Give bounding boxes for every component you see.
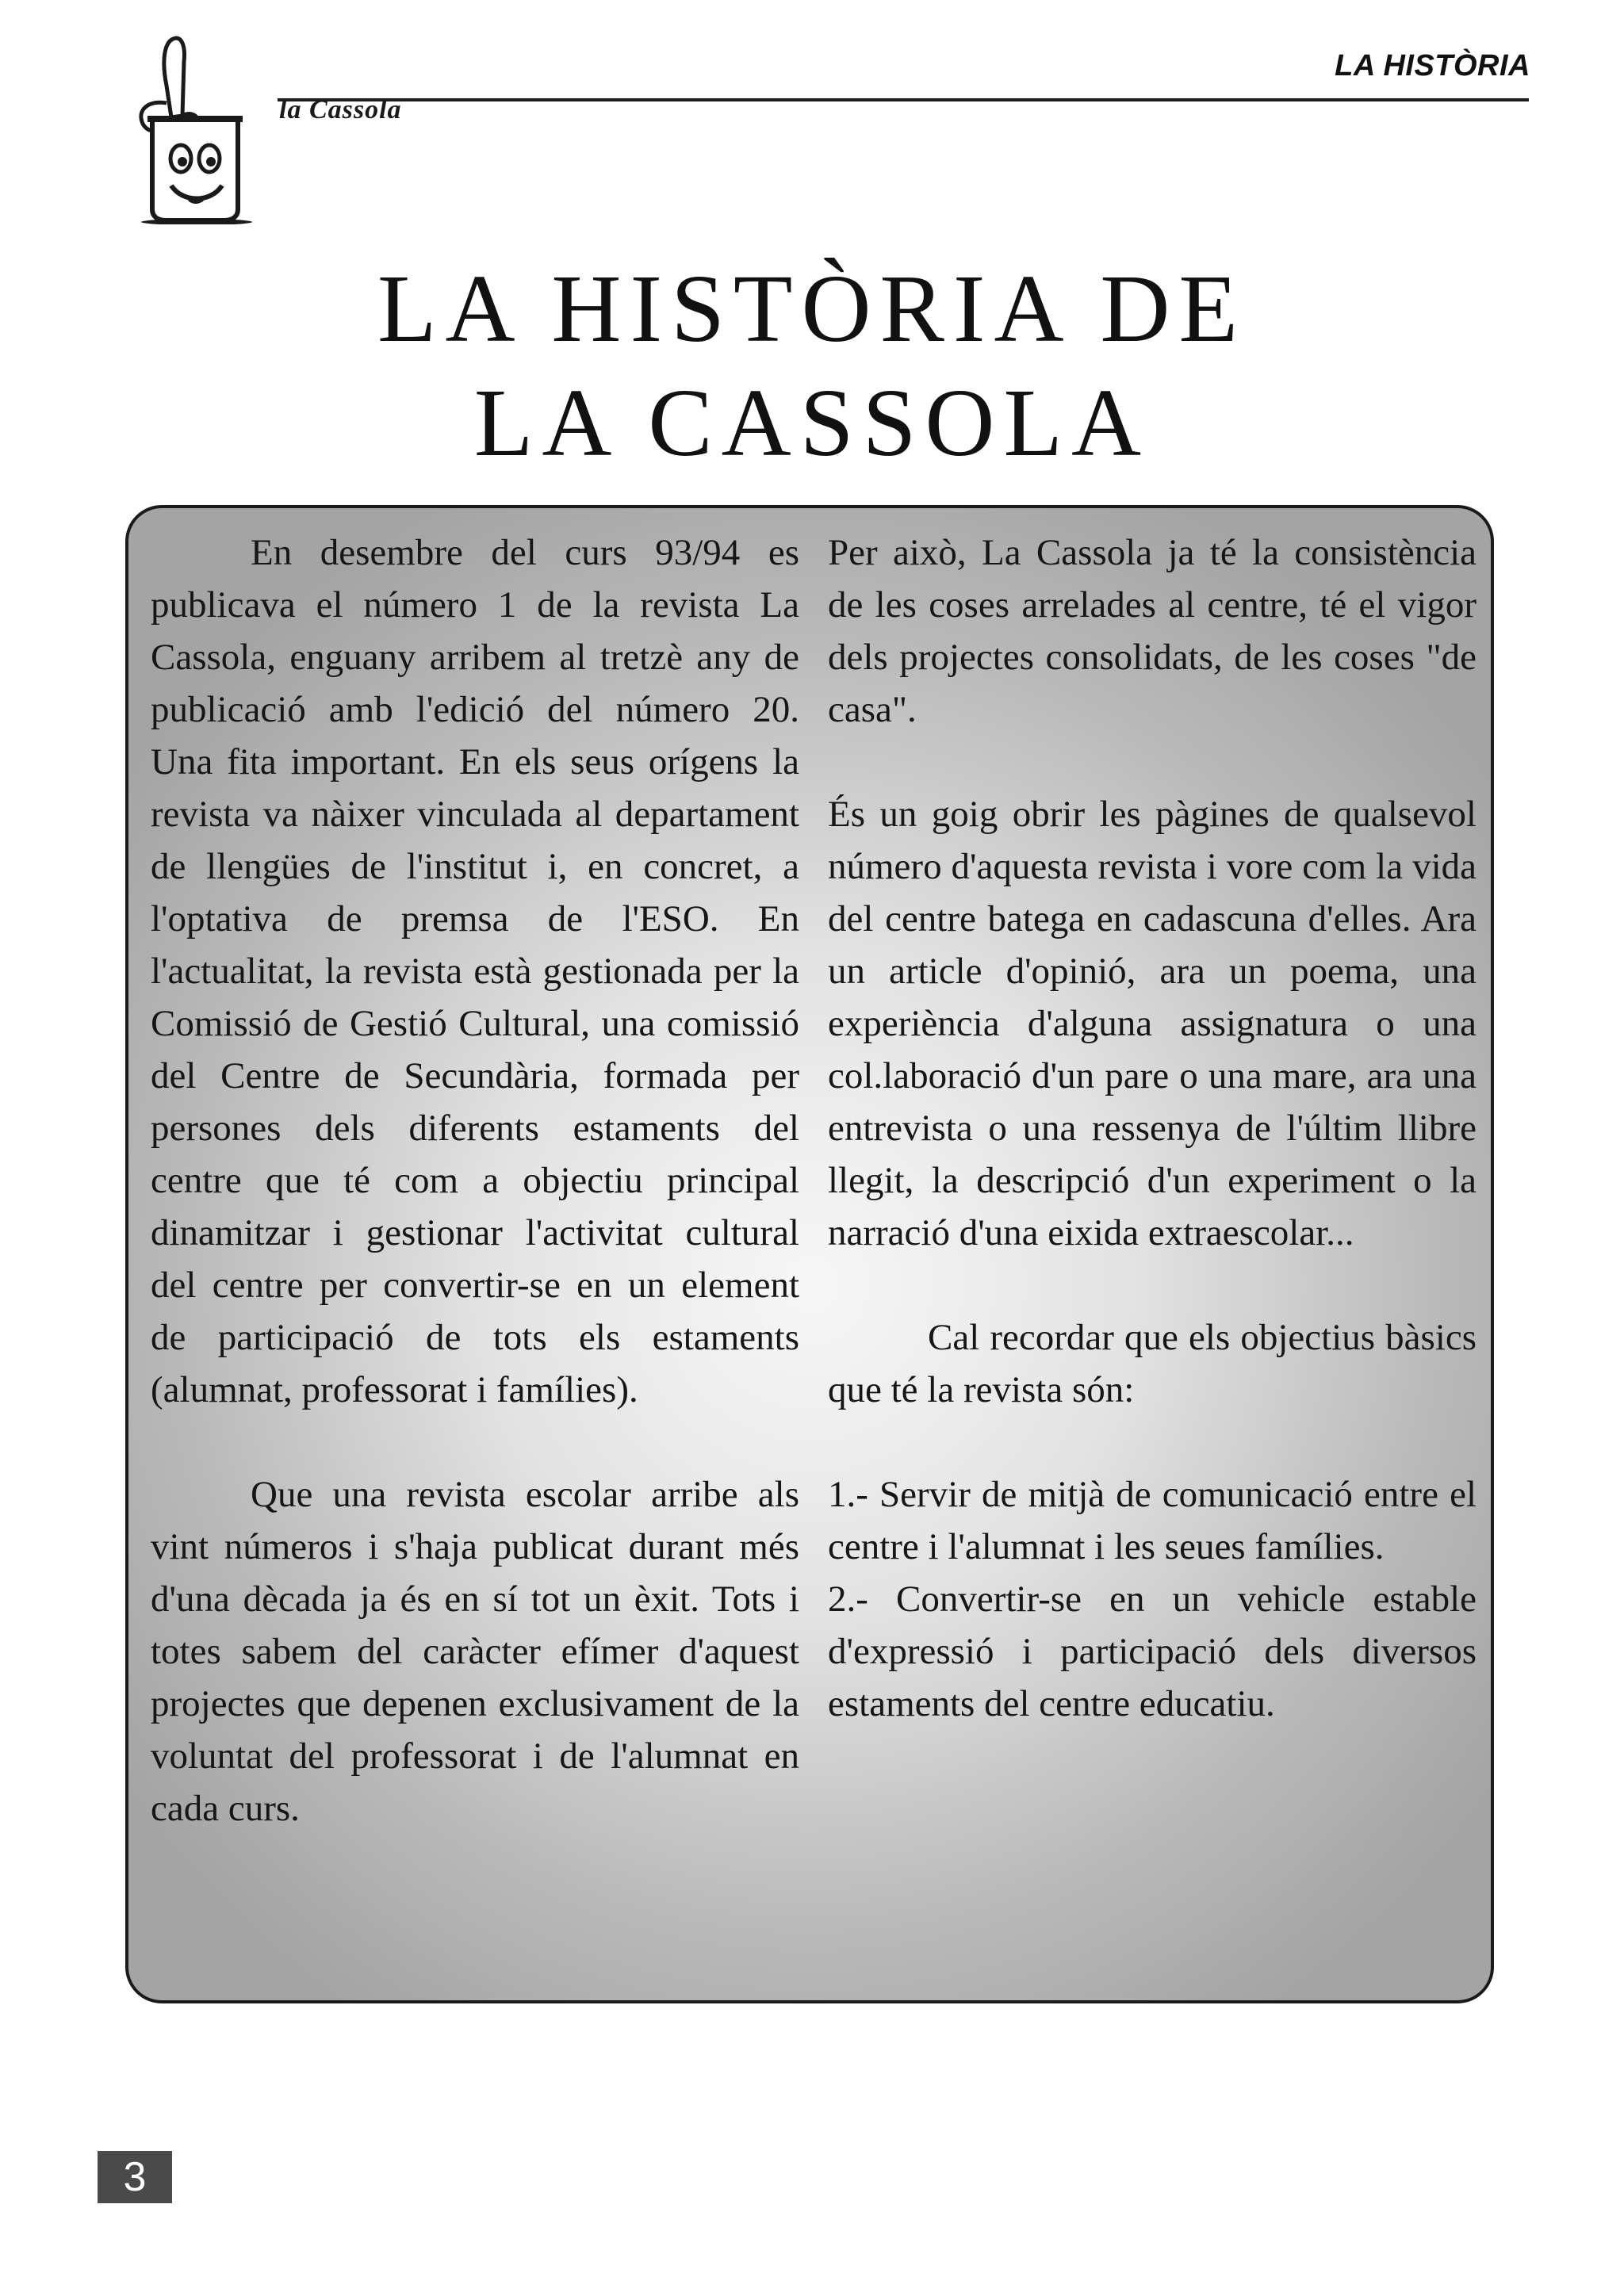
objectives-list [828,1468,1477,1730]
cassola-mascot-icon [119,30,270,224]
objective-item: 1.- Servir de mitjà de comunicació entre el centre i l'alumnat i les seues famílies. [828,1474,1477,1567]
article-column-right [828,526,1477,1730]
article-paragraph: En desembre del curs 93/94 es publicava el número 1 de la revista La Cassola, enguany arribem al tretzè any de publicació amb l'edició del número 20. Una fita important. En els seus orígens la revista va nàixer vinculada al departament de llengües de l'institut i, en concret, a l'optativa de premsa de l'ESO. En l'actualitat, la revista està gestionada per la Comissió de Gestió Cultural, una comissió del Centre de Secundària, formada per persones dels diferents estaments del centre que té com a objectiu principal dinamitzar i gestionar l'activitat cultural del centre per convertir-se en un element de participació de tots els estaments (alumnat, professorat i famílies). [151,532,799,1410]
article-paragraph: És un goig obrir les pàgines de qualsevol número d'aquesta revista i vore com la vida del centre batega en cadascuna d'elles. Ara un article d'opinió, ara un poema, una experiència d'alguna assignatura o una col.laboració d'un pare o una mare, ara una entrevista o una ressenya de l'últim llibre llegit, la descripció d'un experiment o la narració d'una eixida extraescolar... [828,794,1477,1253]
page-title-line-2: LA CASSOLA [473,369,1151,476]
article-paragraph: Que una revista escolar arribe als vint números i s'haja publicat durant més d'una dècada ja és en sí tot un èxit. Tots i totes sabem del caràcter efímer d'aquest projectes que depenen exclusivament de la voluntat del professorat i de l'alumnat en cada curs. [151,1474,799,1829]
article-box [125,505,1494,2003]
section-label: LA HISTÒRIA [1335,49,1530,82]
brand-name: la Cassola [279,95,402,124]
page-title-line-1: LA HISTÒRIA DE [377,255,1247,362]
article-paragraph: Cal recordar que els objectius bàsics que té la revista són: [828,1317,1477,1410]
page-number: 3 [98,2151,172,2203]
objective-item: 2.- Convertir-se en un vehicle estable d'expressió i participació dels diversos estaments del centre educatiu. [828,1578,1477,1724]
article-paragraph: Per això, La Cassola ja té la consistència de les coses arrelades al centre, té el vigor dels projectes consolidats, de les coses "de casa". [828,532,1477,730]
header-rule [278,98,1529,101]
article-column-left [151,526,799,1835]
page-title [0,252,1624,480]
